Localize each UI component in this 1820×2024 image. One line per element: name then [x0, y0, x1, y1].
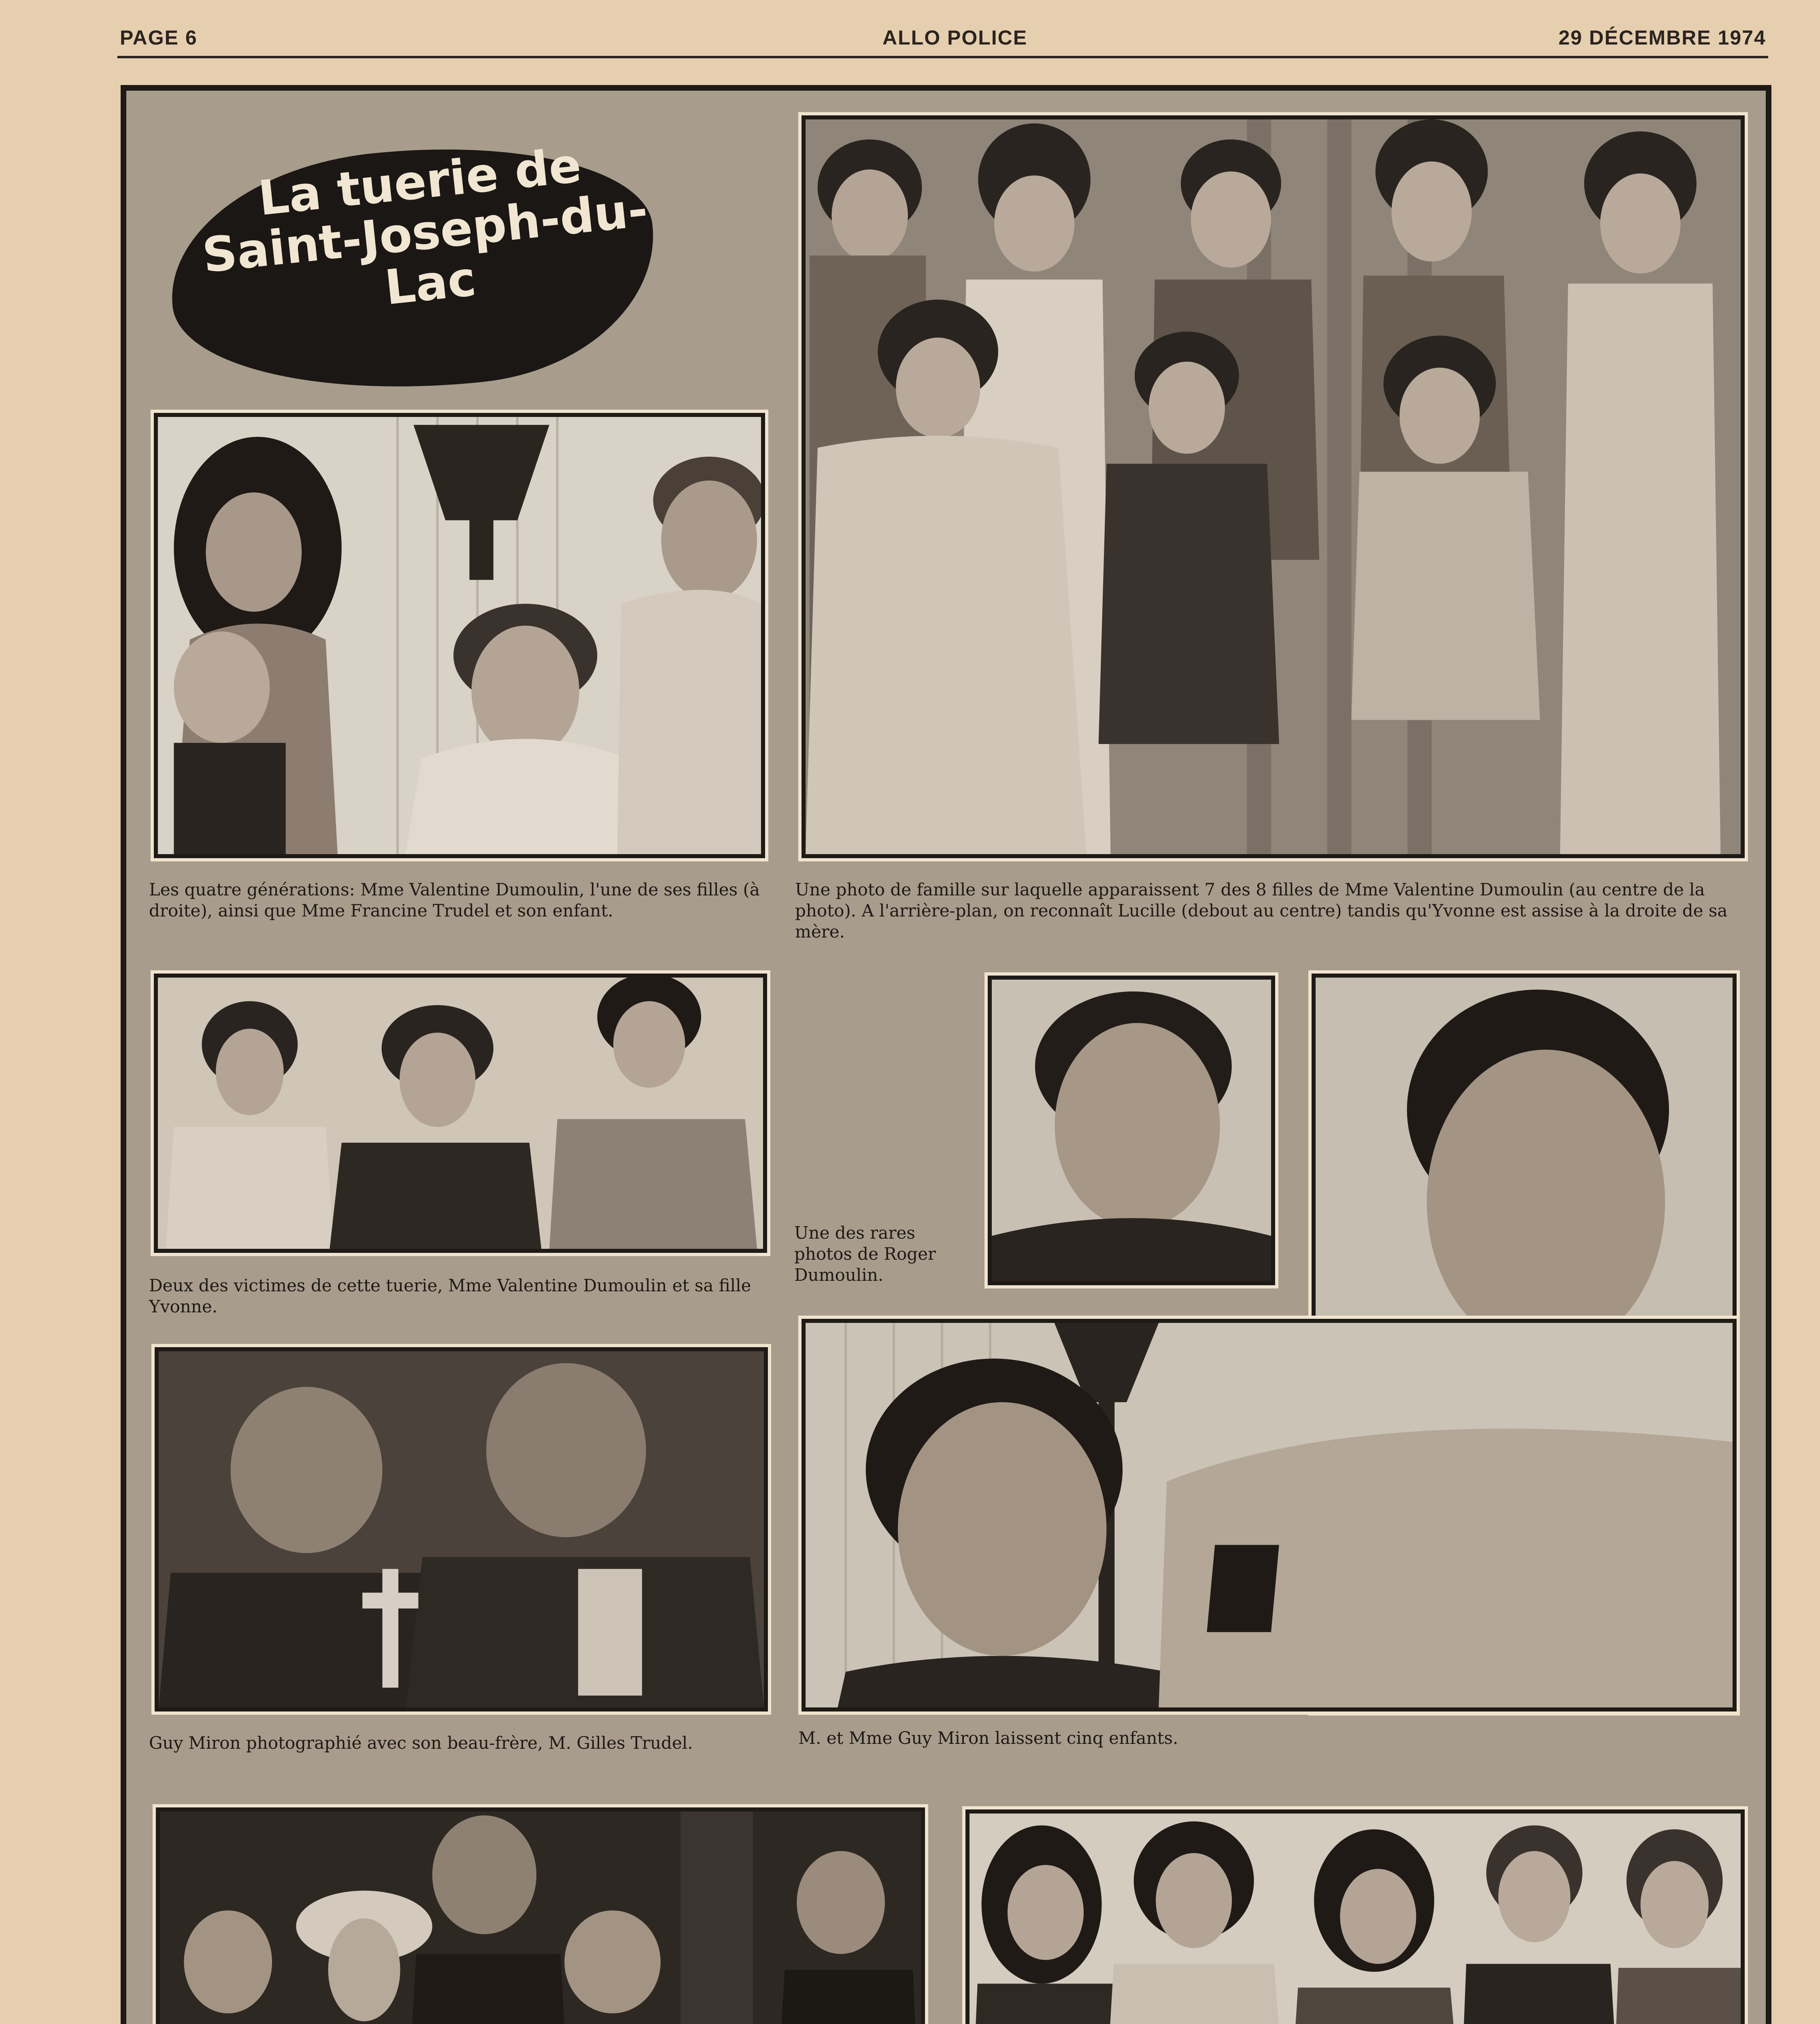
caption-miron-couple: M. et Mme Guy Miron laissent cinq enfants.	[798, 1728, 1178, 1748]
photo-miron-couple	[802, 1319, 1737, 1711]
caption-guy-gilles: Guy Miron photographié avec son beau-frère, M. Gilles Trudel.	[149, 1733, 693, 1753]
photo-children	[965, 1809, 1745, 2024]
issue-date: 29 DÉCEMBRE 1974	[1558, 26, 1766, 49]
caption-two-victims: Deux des victimes de cette tuerie, Mme Valentine Dumoulin et sa fille Yvonne.	[149, 1276, 751, 1316]
page-number: PAGE 6	[120, 26, 198, 49]
photo-two-victims	[154, 974, 767, 1253]
publication-name: ALLO POLICE	[882, 26, 1028, 49]
caption-roger-dumoulin: Une des rares photos de Roger Dumoulin.	[794, 1223, 936, 1285]
photo-guy-gilles	[155, 1347, 768, 1711]
photo-four-generations	[154, 413, 765, 858]
headline: La tuerie de Saint-Joseph-du-Lac	[200, 137, 651, 316]
caption-four-generations: Les quatre générations: Mme Valentine Dumoulin, l'une de ses filles (à droite), ainsi que Mme Francine Trudel et son enfant.	[149, 880, 760, 921]
photo-family-daughters	[802, 115, 1745, 858]
photo-wedding	[156, 1807, 925, 2024]
header-rule	[117, 56, 1768, 58]
photo-roger-dumoulin	[988, 976, 1275, 1285]
caption-family-daughters: Une photo de famille sur laquelle apparaissent 7 des 8 filles de Mme Valentine Dumoulin (au centre de la photo). A l'arrière-plan, on reconnaît Lucille (debout au centre) tandis qu'Yvonne est assise à la droite de sa mère.	[795, 880, 1728, 942]
